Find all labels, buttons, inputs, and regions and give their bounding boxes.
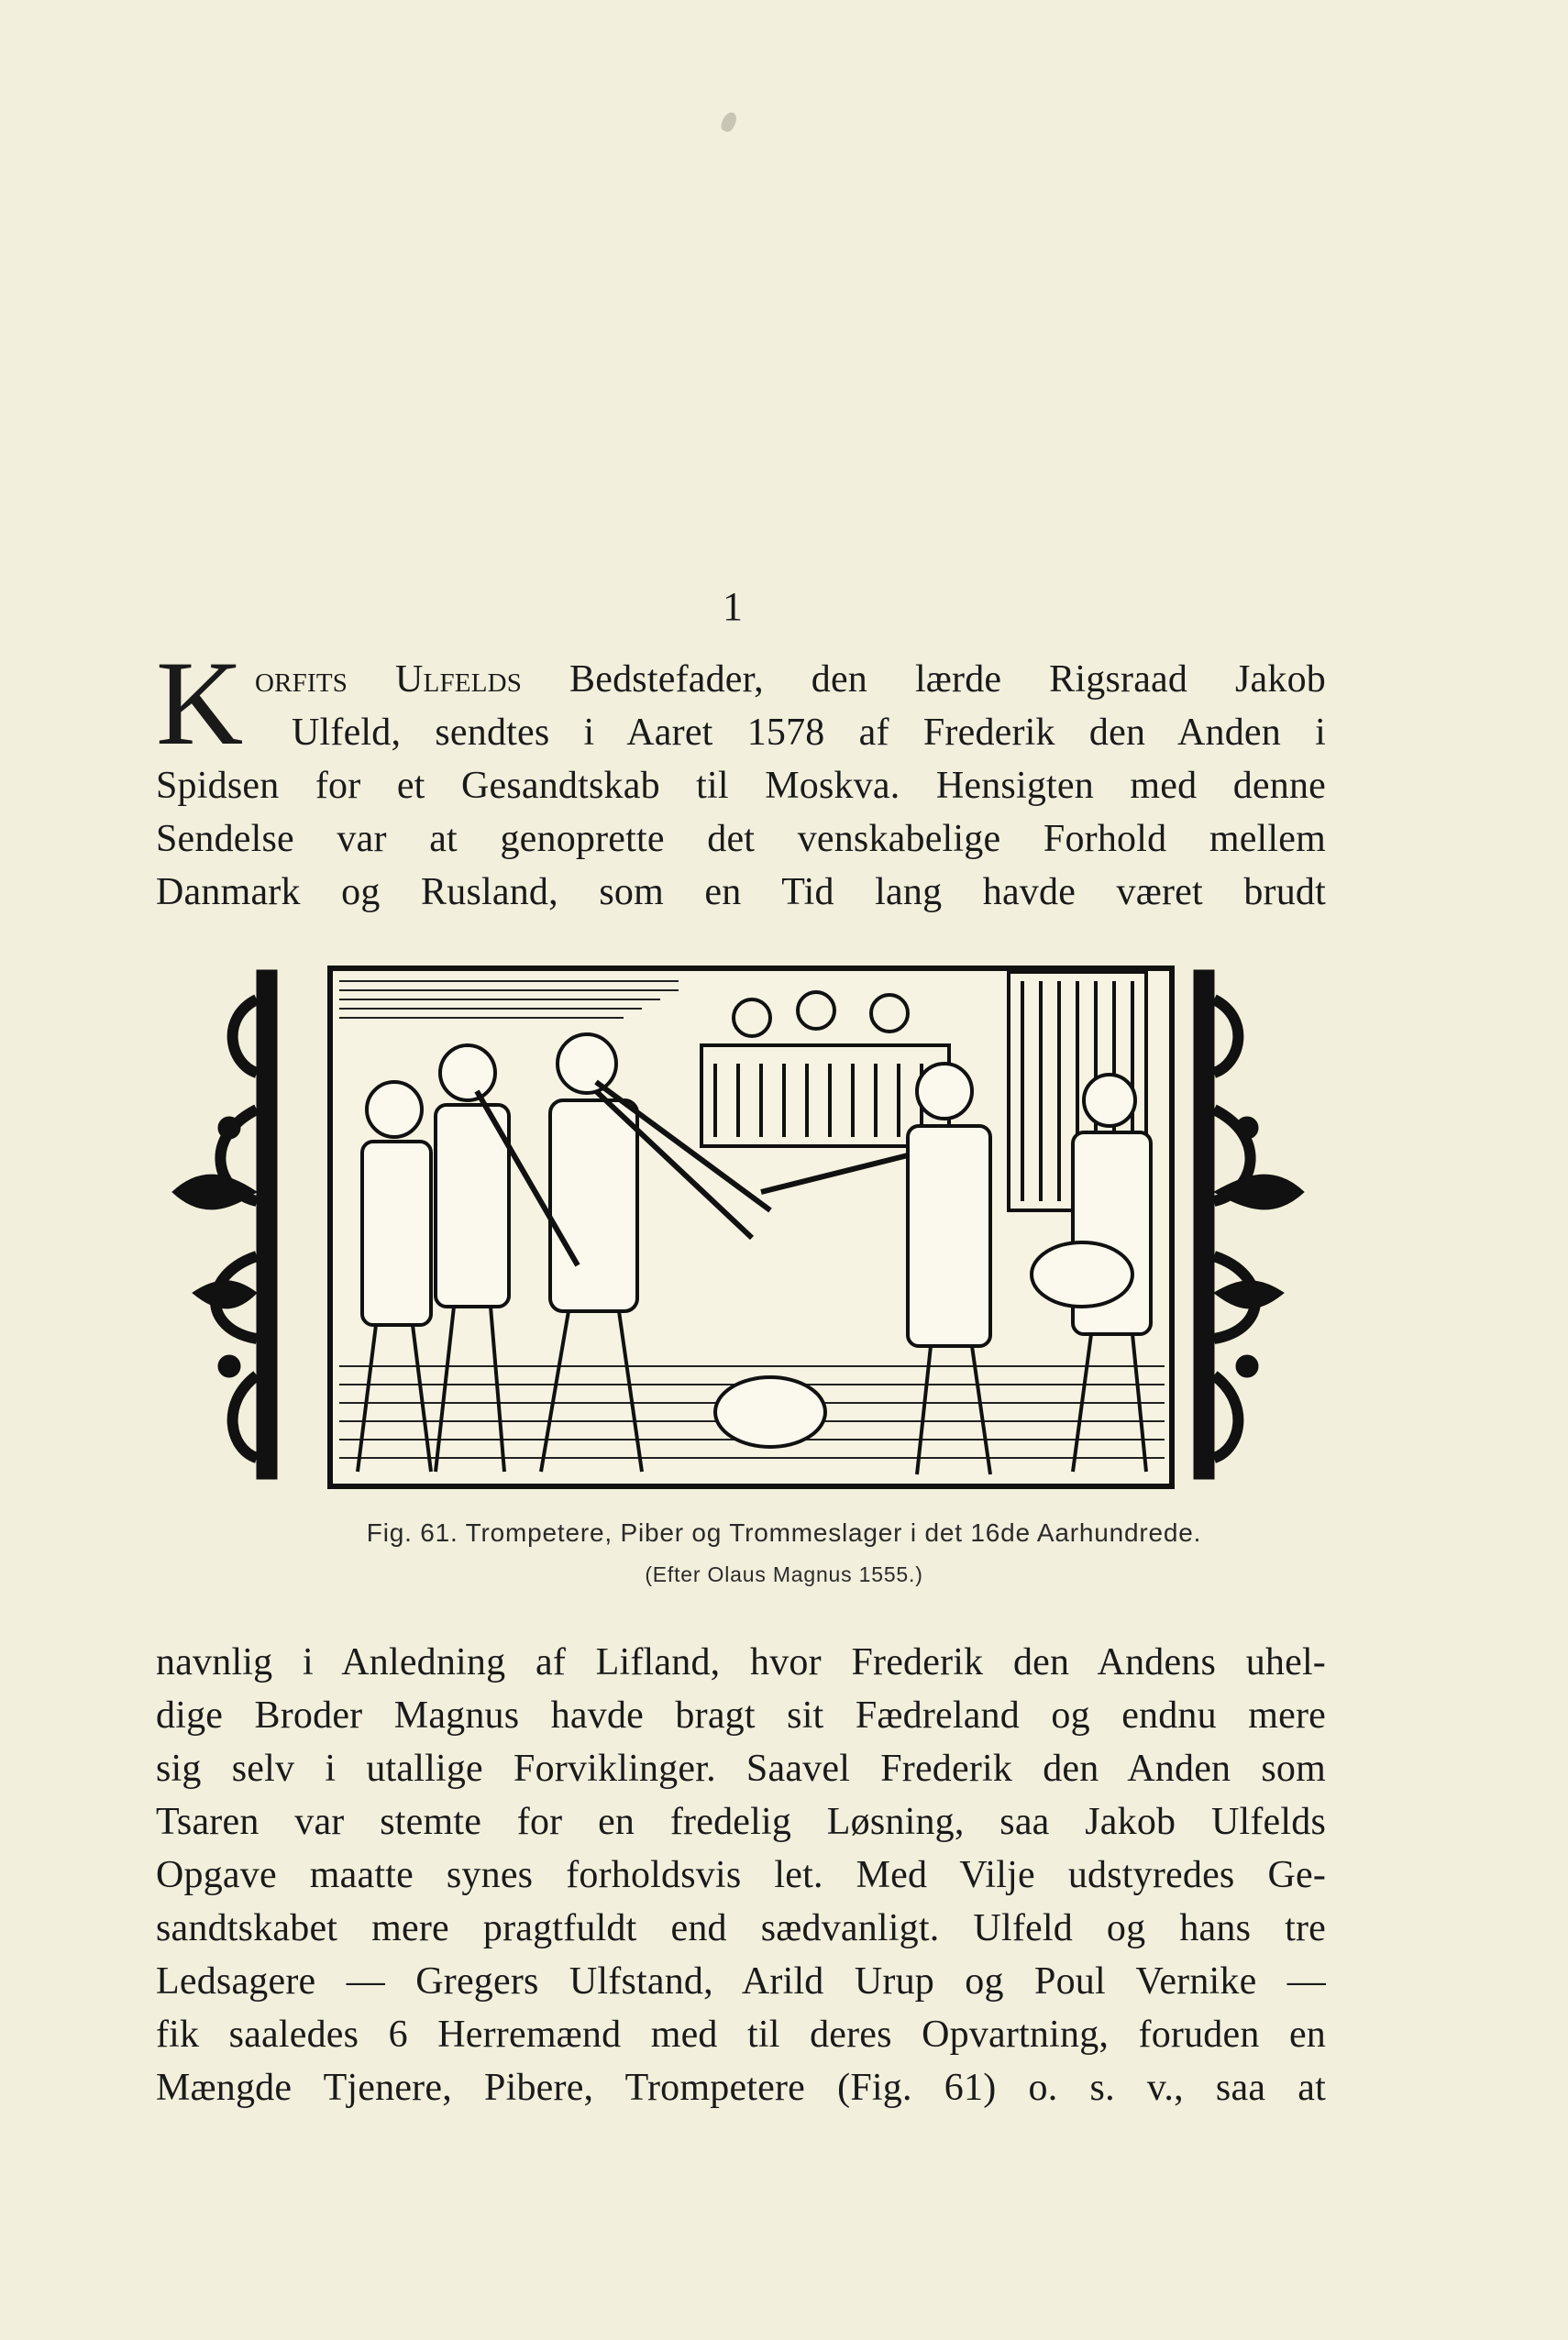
chapter-number: 1 <box>723 584 743 629</box>
body-line-4: Tsaren var stemte for en fredelig Løsning, saa Jakob Ulfelds <box>156 1801 1326 1843</box>
opening-line-4: Sendelse var at genoprette det venskabelige Forhold mellem <box>156 818 1326 860</box>
opening-line-1 <box>156 653 1326 706</box>
opening-paragraph <box>156 635 1326 919</box>
opening-line-5: Danmark og Rusland, som en Tid lang havde været brudt <box>156 871 1326 913</box>
body-line-8: fik saaledes 6 Herremænd med til deres Opvartning, foruden en <box>156 2014 1326 2056</box>
right-ornament <box>1194 970 1304 1479</box>
ink-speck <box>719 110 739 134</box>
name-smallcaps: orfits Ulfelds <box>255 658 523 701</box>
body-line-3: sig selv i utallige Forviklinger. Saavel Frederik den Anden som <box>156 1748 1326 1790</box>
body-line-9: Mængde Tjenere, Pibere, Trompetere (Fig. 61) o. s. v., saa at <box>156 2067 1326 2109</box>
body-line-5: Opgave maatte synes forholdsvis let. Med Vilje udstyredes Ge- <box>156 1854 1326 1896</box>
opening-line-3: Spidsen for et Gesandtskab til Moskva. Hensigten med denne <box>156 765 1326 807</box>
body-line-1: navnlig i Anledning af Lifland, hvor Frederik den Andens uhel- <box>156 1641 1326 1683</box>
body-line-2: dige Broder Magnus havde bragt sit Fædreland og endnu mere <box>156 1694 1326 1737</box>
body-line-6: sandtskabet mere pragtfuldt end sædvanligt. Ulfeld og hans tre <box>156 1907 1326 1949</box>
body-line-7: Ledsagere — Gregers Ulfstand, Arild Urup og Poul Vernike — <box>156 1960 1326 2003</box>
drop-cap: K <box>156 635 244 770</box>
line1-rest: Bedstefader, den lærde Rigsraad Jakob <box>522 658 1326 701</box>
figure-source: (Efter Olaus Magnus 1555.) <box>645 1562 923 1586</box>
woodcut-illustration <box>165 963 1311 1495</box>
left-ornament <box>172 970 277 1479</box>
continuation-paragraph <box>156 1636 1326 2114</box>
figure-caption: Fig. 61. Trompetere, Piber og Trommeslager i det 16de Aarhundrede. <box>366 1518 1202 1547</box>
opening-line-2: Ulfeld, sendtes i Aaret 1578 af Frederik den Anden i <box>292 712 1326 754</box>
